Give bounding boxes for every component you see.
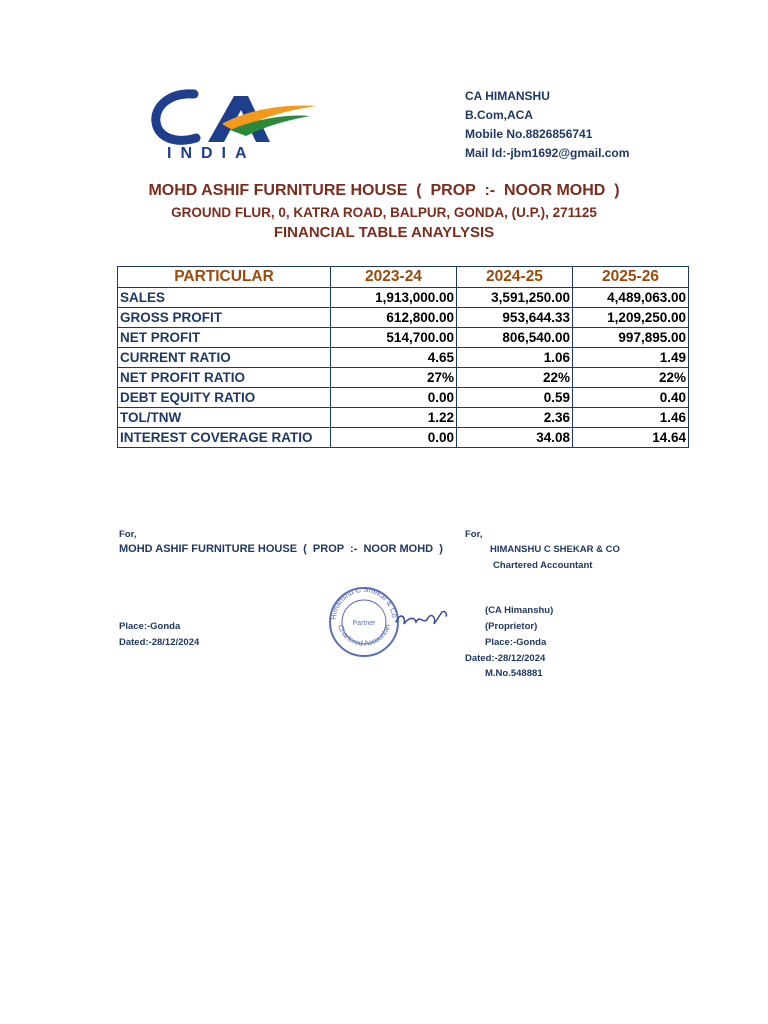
ca-india-logo xyxy=(150,88,320,162)
contact-name: CA HIMANSHU xyxy=(465,89,550,103)
right-membership: M.No.548881 xyxy=(485,668,543,679)
table-header-row xyxy=(118,267,689,288)
left-firm-name: MOHD ASHIF FURNITURE HOUSE ( PROP :- NOOR MOHD ) xyxy=(119,543,443,555)
stamp-text-bottom: Chartered Accountan xyxy=(335,623,393,648)
table-row xyxy=(118,348,689,368)
header-year-3: 2025-26 xyxy=(573,267,689,288)
left-place: Place:-Gonda xyxy=(119,621,181,632)
contact-qualification: B.Com,ACA xyxy=(465,108,533,122)
row-label: CURRENT RATIO xyxy=(118,348,331,368)
row-label: NET PROFIT RATIO xyxy=(118,368,331,388)
cell-value: 14.64 xyxy=(573,428,689,448)
cell-value: 1,209,250.00 xyxy=(573,308,689,328)
cell-value: 997,895.00 xyxy=(573,328,689,348)
table-row xyxy=(118,288,689,308)
cell-value: 3,591,250.00 xyxy=(457,288,573,308)
cell-value: 1.46 xyxy=(573,408,689,428)
cell-value: 2.36 xyxy=(457,408,573,428)
row-label: GROSS PROFIT xyxy=(118,308,331,328)
cell-value: 0.00 xyxy=(331,428,457,448)
cell-value: 0.00 xyxy=(331,388,457,408)
cell-value: 806,540.00 xyxy=(457,328,573,348)
right-role: Chartered Accountant xyxy=(493,560,593,571)
table-row xyxy=(118,308,689,328)
left-date: Dated:-28/12/2024 xyxy=(119,637,200,648)
right-place: Place:-Gonda xyxy=(485,637,547,648)
contact-block xyxy=(465,87,629,163)
stamp-center-text: Partner xyxy=(352,620,376,627)
table-row xyxy=(118,368,689,388)
right-for-label: For, xyxy=(465,529,483,540)
right-designation: (Proprietor) xyxy=(485,621,538,632)
row-label: DEBT EQUITY RATIO xyxy=(118,388,331,408)
right-date: Dated:-28/12/2024 xyxy=(465,653,546,664)
ca-stamp-seal xyxy=(326,582,456,660)
right-firm-name: HIMANSHU C SHEKAR & CO xyxy=(490,544,620,555)
table-row xyxy=(118,388,689,408)
cell-value: 0.59 xyxy=(457,388,573,408)
table-row xyxy=(118,428,689,448)
header-year-2: 2024-25 xyxy=(457,267,573,288)
firm-title: MOHD ASHIF FURNITURE HOUSE ( PROP :- NOOR MOHD ) xyxy=(148,182,620,199)
row-label: SALES xyxy=(118,288,331,308)
svg-text:Himanshu C Shekar & Co xyxy=(329,585,399,620)
cell-value: 1.22 xyxy=(331,408,457,428)
header-year-1: 2023-24 xyxy=(331,267,457,288)
cell-value: 4.65 xyxy=(331,348,457,368)
cell-value: 514,700.00 xyxy=(331,328,457,348)
row-label: INTEREST COVERAGE RATIO xyxy=(118,428,331,448)
cell-value: 27% xyxy=(331,368,457,388)
cell-value: 0.40 xyxy=(573,388,689,408)
logo-text: INDIA xyxy=(167,145,256,162)
cell-value: 1.06 xyxy=(457,348,573,368)
right-signatory: (CA Himanshu) xyxy=(485,605,554,616)
cell-value: 22% xyxy=(573,368,689,388)
row-label: TOL/TNW xyxy=(118,408,331,428)
cell-value: 1,913,000.00 xyxy=(331,288,457,308)
left-for-label: For, xyxy=(119,529,137,540)
handwritten-signature xyxy=(396,611,447,624)
cell-value: 612,800.00 xyxy=(331,308,457,328)
cell-value: 4,489,063.00 xyxy=(573,288,689,308)
table-row xyxy=(118,328,689,348)
stamp-text-top: Himanshu C Shekar & Co xyxy=(328,584,399,621)
cell-value: 953,644.33 xyxy=(457,308,573,328)
document-title: FINANCIAL TABLE ANAYLYSIS xyxy=(273,224,495,241)
cell-value: 1.49 xyxy=(573,348,689,368)
firm-address: GROUND FLUR, 0, KATRA ROAD, BALPUR, GONDA, (U.P.), 271125 xyxy=(171,205,597,220)
cell-value: 34.08 xyxy=(457,428,573,448)
cell-value: 22% xyxy=(457,368,573,388)
contact-email: Mail Id:-jbm1692@gmail.com xyxy=(465,146,630,160)
row-label: NET PROFIT xyxy=(118,328,331,348)
header-particular: PARTICULAR xyxy=(118,267,331,288)
table-row xyxy=(118,408,689,428)
financial-table xyxy=(117,266,689,448)
contact-mobile: Mobile No.8826856741 xyxy=(465,127,593,141)
